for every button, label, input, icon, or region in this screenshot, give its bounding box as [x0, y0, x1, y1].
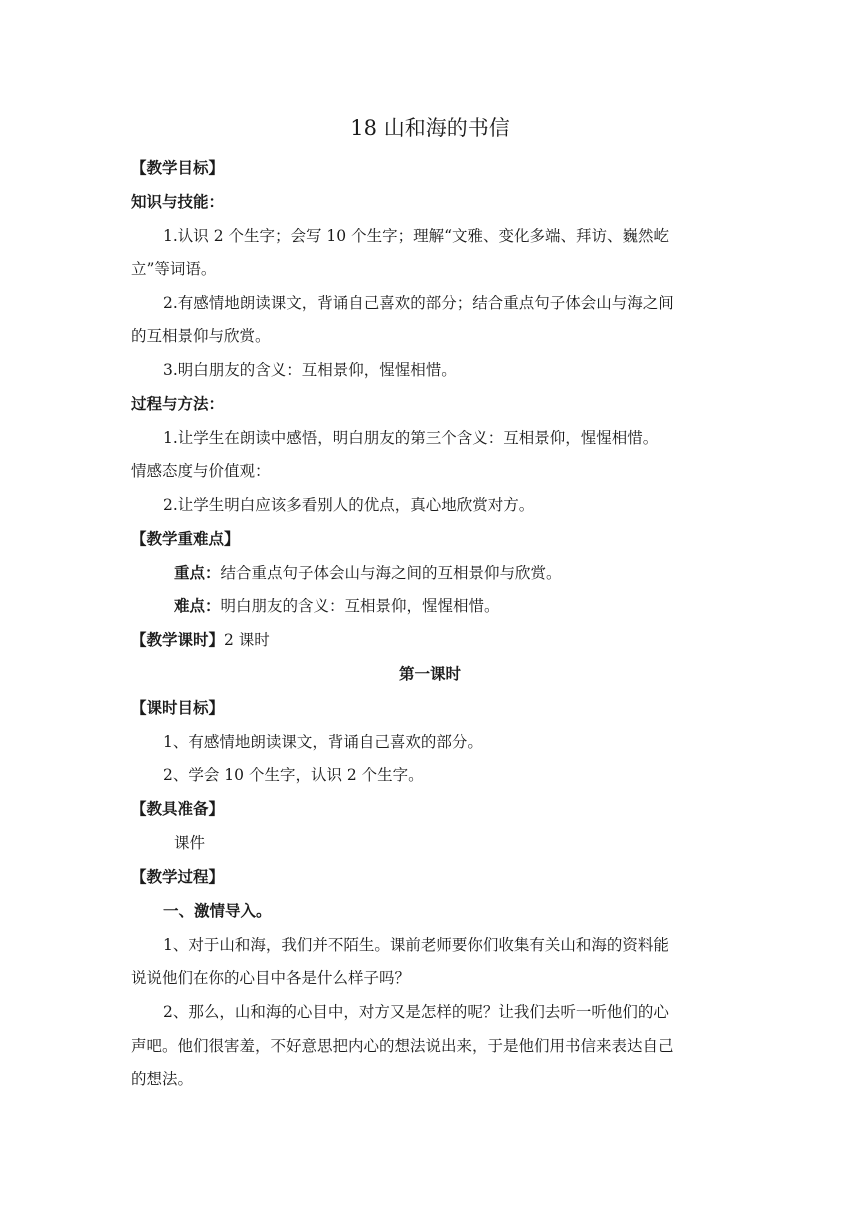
paragraph-line: 2.让学生明白应该多看别人的优点，真心地欣赏对方。: [163, 496, 535, 514]
paragraph-line: 立”等词语。: [131, 260, 217, 278]
heading-lesson-goals: 【课时目标】: [131, 699, 225, 717]
subheading-knowledge-skills: 知识与技能：: [131, 193, 225, 211]
key-point-text: 结合重点句子体会山与海之间的互相景仰与欣赏。: [220, 564, 562, 582]
paragraph-line: 说说他们在你的心目中各是什么样子吗？: [131, 969, 411, 987]
subheading-introduction: 一、激情导入。: [163, 902, 272, 920]
paragraph-line: 的想法。: [131, 1070, 194, 1088]
paragraph-line: 的互相景仰与欣赏。: [131, 327, 271, 345]
section-first-lesson: 第一课时: [398, 665, 461, 683]
key-point-label: 重点：: [174, 564, 221, 582]
paragraph-line: 2、那么，山和海的心目中，对方又是怎样的呢？让我们去听一听他们的心: [163, 1003, 669, 1021]
paragraph-line: 3.明白朋友的含义：互相景仰，惺惺相惜。: [163, 361, 457, 379]
paragraph-line: 声吧。他们很害羞，不好意思把内心的想法说出来，于是他们用书信来表达自己: [131, 1037, 674, 1055]
difficult-point-label: 难点：: [174, 597, 221, 615]
paragraph-line: 1.让学生在朗读中感悟，明白朋友的第三个含义：互相景仰，惺惺相惜。: [163, 429, 659, 447]
subheading-process-method: 过程与方法：: [131, 395, 225, 413]
paragraph-line: 1.认识 2 个生字；会写 10 个生字；理解“文雅、变化多端、拜访、巍然屹: [163, 227, 670, 245]
document-title: 18 山和海的书信: [350, 116, 510, 140]
difficult-point-text: 明白朋友的含义：互相景仰，惺惺相惜。: [220, 597, 500, 615]
paragraph-line: 2.有感情地朗读课文，背诵自己喜欢的部分；结合重点句子体会山与海之间: [163, 294, 674, 312]
paragraph-line: 1、对于山和海，我们并不陌生。课前老师要你们收集有关山和海的资料能: [163, 936, 669, 954]
paragraph-line: 2、学会 10 个生字，认识 2 个生字。: [163, 766, 424, 784]
heading-teaching-process: 【教学过程】: [131, 868, 225, 886]
paragraph-line: 1、有感情地朗读课文，背诵自己喜欢的部分。: [163, 733, 483, 751]
paragraph-line: 课件: [174, 834, 206, 852]
heading-teaching-goals: 【教学目标】: [131, 159, 225, 177]
subheading-emotion-values: 情感态度与价值观：: [131, 462, 271, 480]
class-hours-value: 2 课时: [224, 631, 270, 649]
heading-teaching-aids: 【教具准备】: [131, 800, 225, 818]
heading-class-hours: 【教学课时】: [131, 631, 225, 649]
heading-key-difficult-points: 【教学重难点】: [131, 530, 240, 548]
